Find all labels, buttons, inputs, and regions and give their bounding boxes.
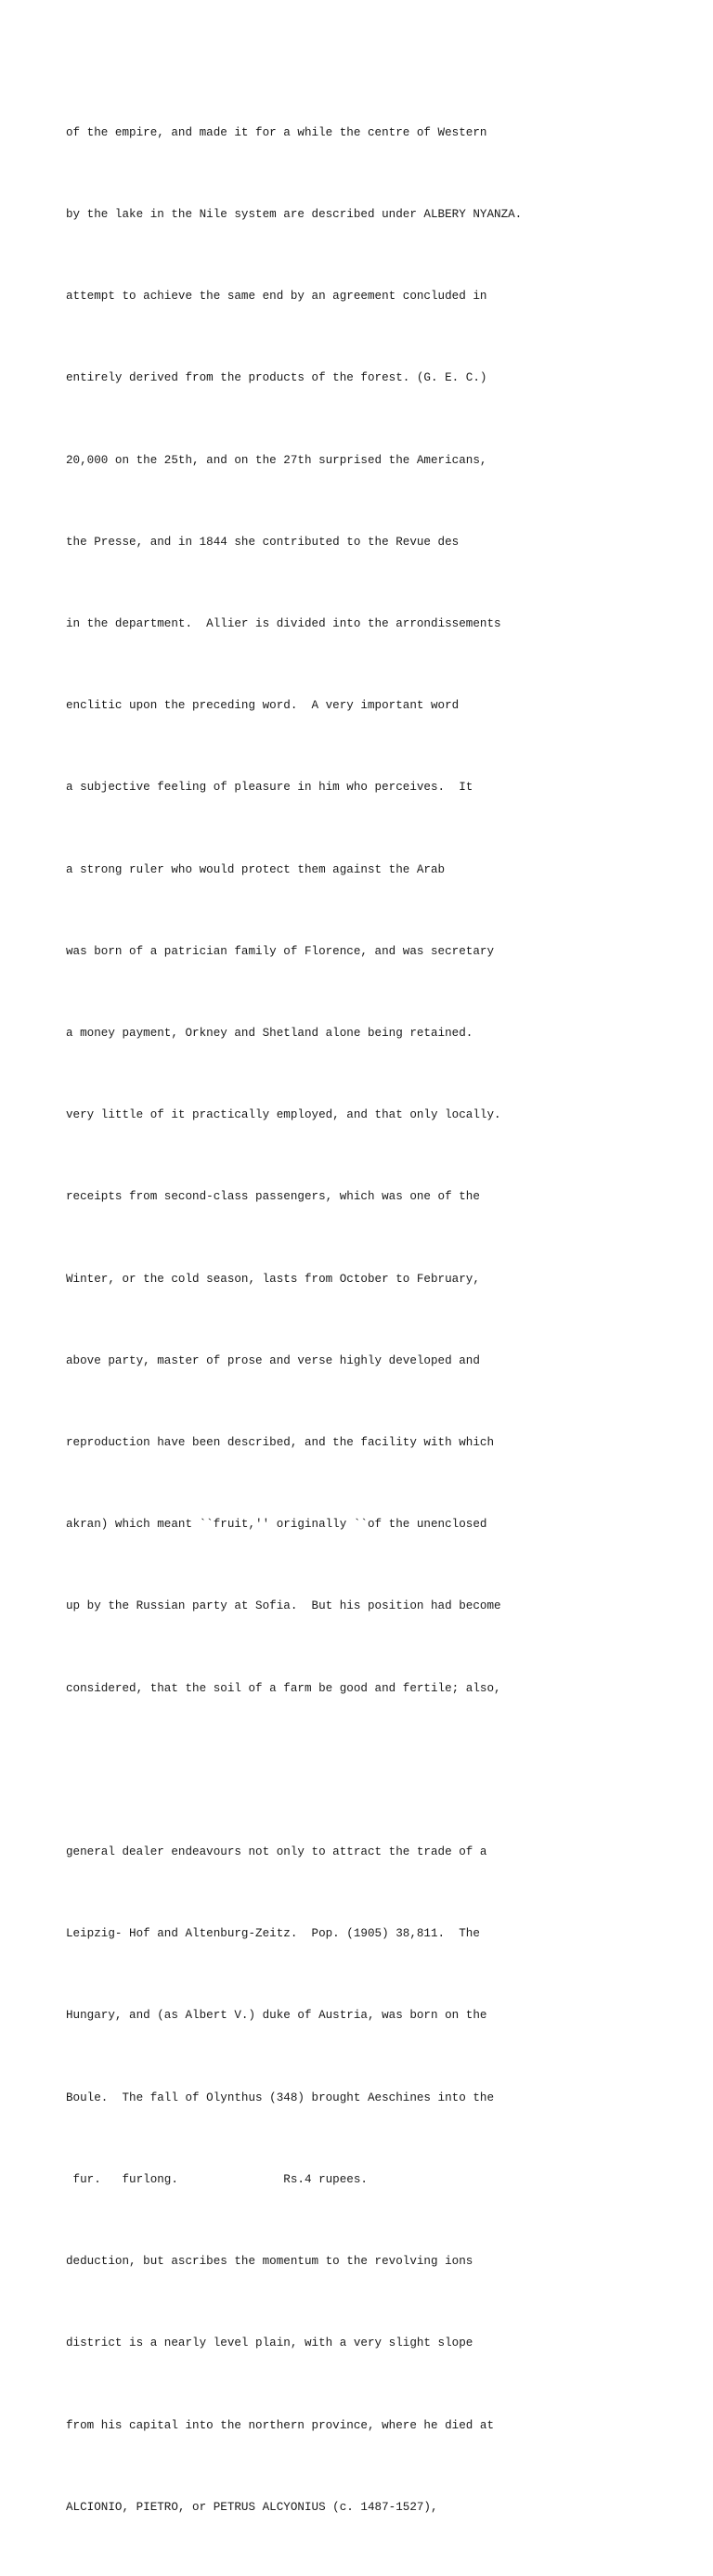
text-line: a subjective feeling of pleasure in him who perceives. It xyxy=(66,781,473,795)
text-line: ALCIONIO, PIETRO, or PETRUS ALCYONIUS (c. 1487-1527), xyxy=(66,2500,438,2514)
text-line: above party, master of prose and verse highly developed and xyxy=(66,1353,480,1367)
text-line: in the department. Allier is divided into the arrondissements xyxy=(66,617,501,631)
text-line: up by the Russian party at Sofia. But his position had become xyxy=(66,1599,501,1613)
text-line: fur. furlong. Rs.4 rupees. xyxy=(66,2172,368,2186)
text-line: Boule. The fall of Olynthus (348) brought Aeschines into the xyxy=(66,2091,495,2104)
text-line: Hungary, and (as Albert V.) duke of Austria, was born on the xyxy=(66,2009,487,2023)
text-line: attempt to achieve the same end by an agreement concluded in xyxy=(66,290,487,304)
text-line: from his capital into the northern province, where he died at xyxy=(66,2418,495,2432)
text-line: entirely derived from the products of the forest. (G. E. C.) xyxy=(66,371,487,385)
text-line: akran) which meant ``fruit,'' originally ``of the unenclosed xyxy=(66,1518,487,1532)
text-line: very little of it practically employed, and that only locally. xyxy=(66,1108,501,1122)
text-line: by the lake in the Nile system are described under ALBERY NYANZA. xyxy=(66,208,523,222)
text-line: 20,000 on the 25th, and on the 27th surprised the Americans, xyxy=(66,453,487,467)
text-line: a strong ruler who would protect them against the Arab xyxy=(66,862,446,876)
text-line: considered, that the soil of a farm be good and fertile; also, xyxy=(66,1681,501,1695)
document-text xyxy=(66,65,697,2576)
text-line: was born of a patrician family of Florence, and was secretary xyxy=(66,944,495,958)
text-line: reproduction have been described, and the facility with which xyxy=(66,1436,495,1450)
text-line: general dealer endeavours not only to attract the trade of a xyxy=(66,1845,487,1859)
text-line: deduction, but ascribes the momentum to the revolving ions xyxy=(66,2255,473,2269)
text-line: a money payment, Orkney and Shetland alone being retained. xyxy=(66,1027,473,1041)
blank-line xyxy=(66,1757,697,1784)
text-line: district is a nearly level plain, with a very slight slope xyxy=(66,2337,473,2350)
text-line: the Presse, and in 1844 she contributed to the Revue des xyxy=(66,535,460,549)
text-line: Leipzig- Hof and Altenburg-Zeitz. Pop. (1905) 38,811. The xyxy=(66,1927,480,1941)
text-line: of the empire, and made it for a while the centre of Western xyxy=(66,125,487,139)
text-line: enclitic upon the preceding word. A very important word xyxy=(66,699,460,713)
text-line: receipts from second-class passengers, which was one of the xyxy=(66,1190,480,1204)
text-line: Winter, or the cold season, lasts from October to February, xyxy=(66,1272,480,1286)
